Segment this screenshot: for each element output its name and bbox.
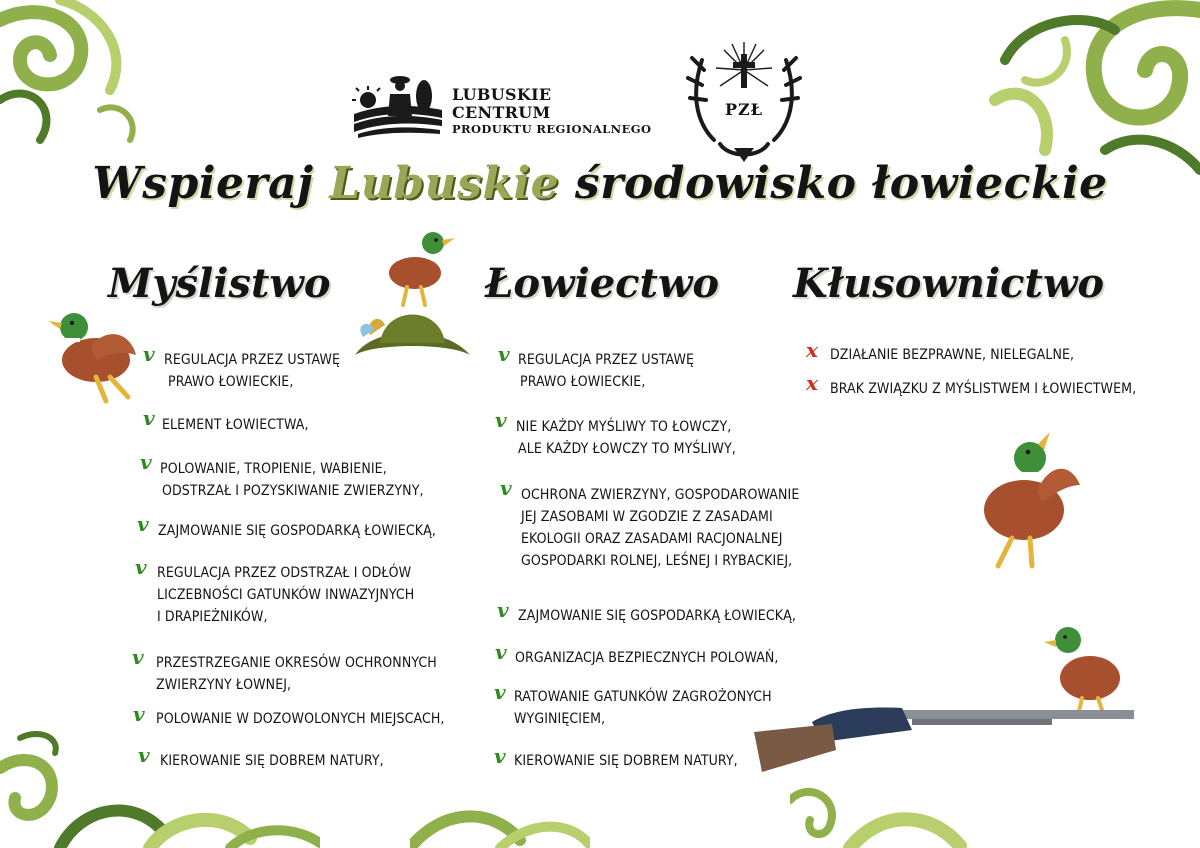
check-icon: v — [143, 406, 155, 430]
check-icon: v — [138, 743, 150, 767]
check-icon: v — [143, 342, 155, 366]
swirl-ornament-top-left — [0, 0, 150, 150]
swirl-ornament-top-right — [985, 0, 1200, 175]
list-item: ZAJMOWANIE SIĘ GOSPODARKĄ ŁOWIECKĄ, — [158, 523, 436, 539]
rifle-icon — [752, 620, 1142, 775]
list-item: POLOWANIE W DOZOWOLONYCH MIEJSCACH, — [156, 711, 445, 727]
lcpr-logo — [352, 62, 652, 142]
page-title — [0, 158, 1200, 209]
check-icon: v — [132, 645, 144, 669]
title-part-2: środowisko łowieckie — [559, 158, 1108, 209]
title-highlight: Lubuskie — [329, 158, 560, 209]
check-icon: v — [135, 555, 147, 579]
list-item: KIEROWANIE SIĘ DOBREM NATURY, — [514, 753, 738, 769]
list-item: PRZESTRZEGANIE OKRESÓW OCHRONNYCH ZWIERZYNY ŁOWNEJ, — [156, 655, 437, 693]
title-part-1: Wspieraj — [92, 158, 330, 209]
check-icon: v — [498, 342, 510, 366]
list-item: NIE KAŻDY MYŚLIWY TO ŁOWCZY, ALE KAŻDY ŁOWCZY TO MYŚLIWY, — [516, 419, 736, 457]
list-item: DZIAŁANIE BEZPRAWNE, NIELEGALNE, — [830, 347, 1075, 363]
list-item: KIEROWANIE SIĘ DOBREM NATURY, — [160, 753, 384, 769]
cross-icon: x — [806, 338, 818, 362]
pzl-logo — [684, 40, 804, 164]
swirl-ornament-bottom-left — [0, 728, 320, 848]
lcpr-logo-line2: PRODUKTU REGIONALNEGO — [452, 121, 652, 136]
check-icon: v — [495, 640, 507, 664]
list-item: BRAK ZWIĄZKU Z MYŚLISTWEM I ŁOWIECTWEM, — [830, 381, 1137, 397]
check-icon: v — [137, 512, 149, 536]
pzl-logo-text: PZŁ — [724, 100, 764, 119]
check-icon: v — [494, 744, 506, 768]
check-icon: v — [133, 702, 145, 726]
heading-klusownictwo: Kłusownictwo — [793, 260, 1105, 307]
lcpr-logo-line1: LUBUSKIE CENTRUM — [452, 85, 552, 123]
duck-icon-right — [972, 430, 1084, 570]
duck-icon-left — [36, 305, 141, 410]
list-item: POLOWANIE, TROPIENIE, WABIENIE, ODSTRZAŁ I POZYSKIWANIE ZWIERZYNY, — [160, 461, 424, 499]
list-item: REGULACJA PRZEZ USTAWĘ PRAWO ŁOWIECKIE, — [164, 352, 341, 390]
list-item: RATOWANIE GATUNKÓW ZAGROŻONYCH WYGINIĘCIEM, — [514, 689, 772, 727]
cross-icon: x — [806, 371, 818, 395]
heading-lowiectwo: Łowiectwo — [485, 260, 720, 307]
swirl-ornament-bottom-right — [790, 780, 970, 848]
list-item: ORGANIZACJA BEZPIECZNYCH POLOWAŃ, — [515, 650, 779, 666]
swirl-ornament-bottom-center — [410, 790, 590, 848]
list-item: OCHRONA ZWIERZYNY, GOSPODAROWANIE JEJ ZASOBAMI W ZGODZIE Z ZASADAMI EKOLOGII ORAZ ZASADAMI RACJONALNEJ GOSPODARKI ROLNEJ, LEŚNEJ I RYBACKIEJ, — [521, 487, 800, 569]
list-item: REGULACJA PRZEZ ODSTRZAŁ I ODŁÓW LICZEBNOŚCI GATUNKÓW INWAZYJNYCH I DRAPIEŻNIKÓW, — [157, 565, 415, 625]
farmer-field-logo — [352, 66, 442, 138]
list-item: ELEMENT ŁOWIECTWA, — [162, 417, 309, 433]
duck-icon-rifle — [1044, 627, 1120, 716]
list-item: ZAJMOWANIE SIĘ GOSPODARKĄ ŁOWIECKĄ, — [518, 608, 796, 624]
lcpr-logo-text — [452, 86, 652, 136]
check-icon: v — [495, 408, 507, 432]
check-icon: v — [140, 450, 152, 474]
list-item: REGULACJA PRZEZ USTAWĘ PRAWO ŁOWIECKIE, — [518, 352, 695, 390]
check-icon: v — [500, 476, 512, 500]
check-icon: v — [497, 598, 509, 622]
heading-myslistwo: Myślistwo — [108, 260, 331, 307]
check-icon: v — [494, 680, 506, 704]
hunter-hat-icon — [345, 225, 480, 380]
